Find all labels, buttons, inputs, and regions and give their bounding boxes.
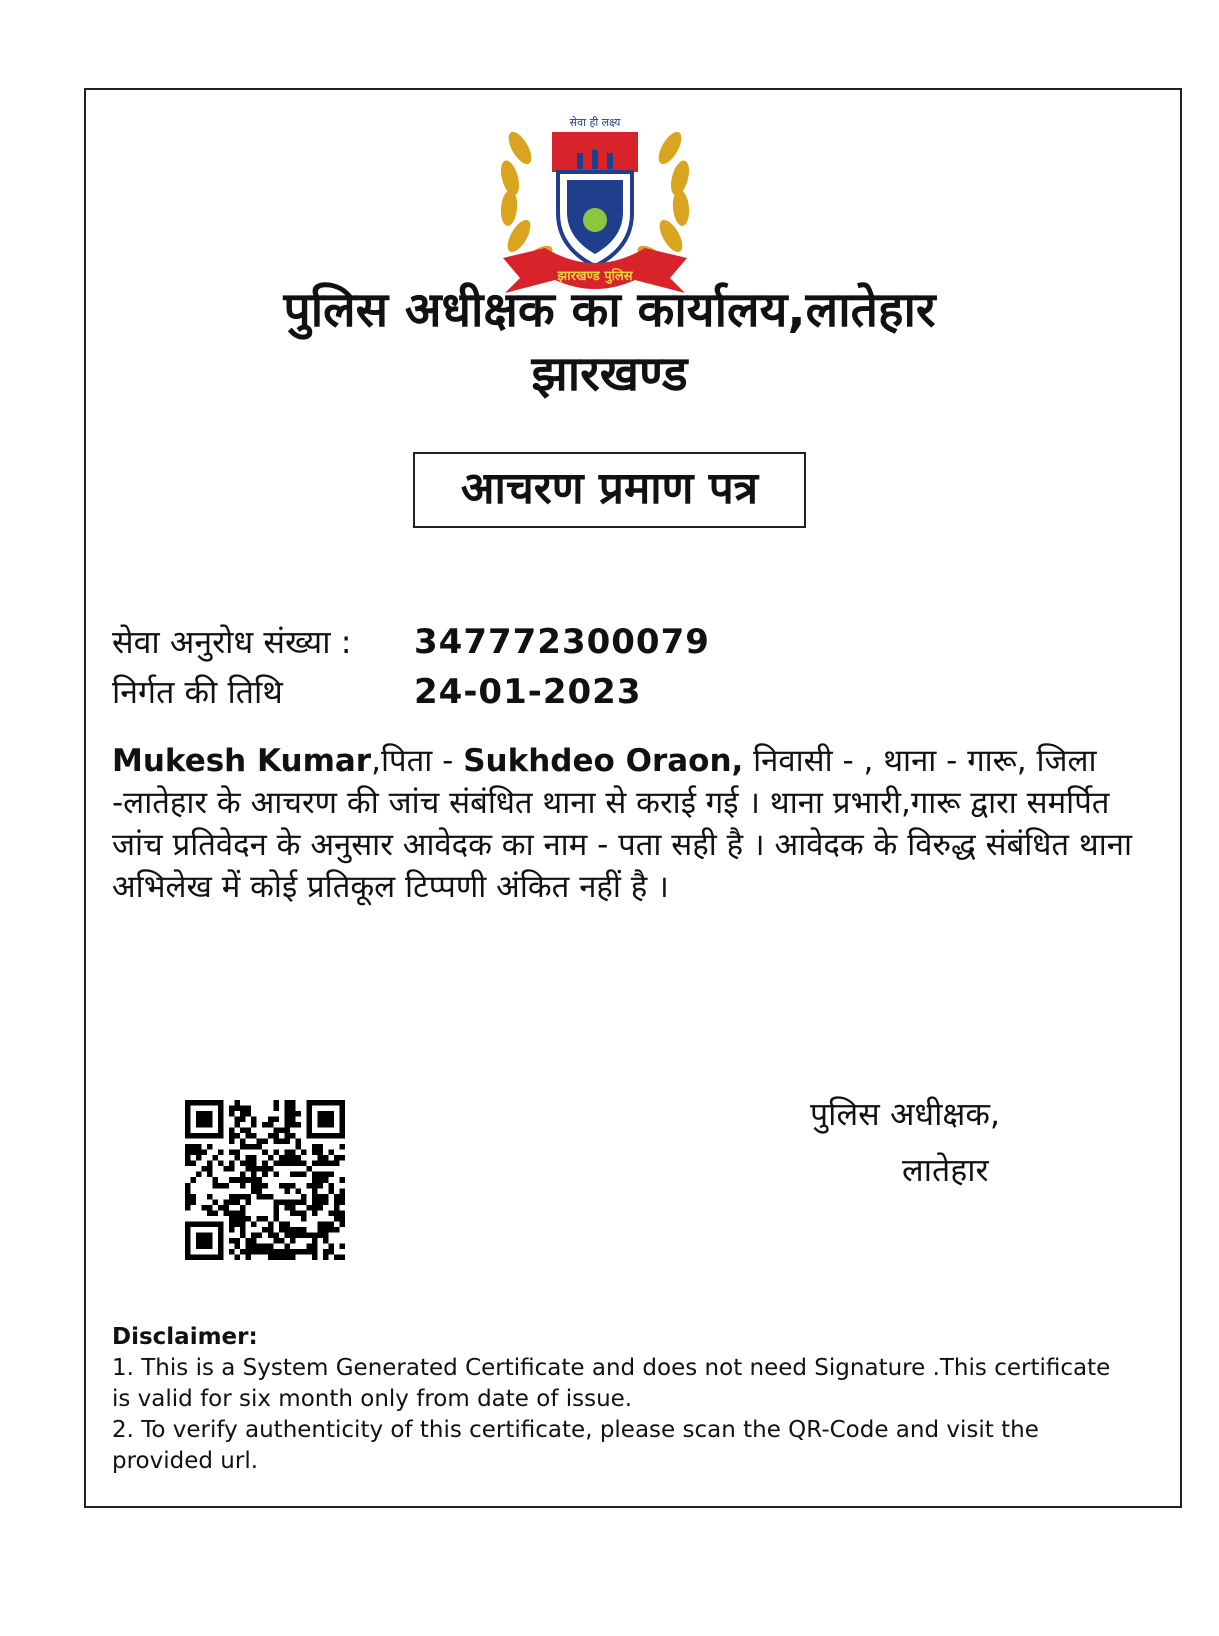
father-name: Sukhdeo Oraon,: [463, 743, 744, 779]
emblem-motto: सेवा ही लक्ष्य: [569, 116, 621, 129]
office-title: पुलिस अधीक्षक का कार्यालय,लातेहार: [283, 282, 936, 338]
certificate-body: [112, 740, 1142, 908]
applicant-name: Mukesh Kumar: [112, 743, 372, 779]
signatory-place: लातेहार: [902, 1151, 989, 1189]
signatory-title: पुलिस अधीक्षक,: [810, 1095, 1001, 1133]
request-number-label: सेवा अनुरोध संख्या :: [112, 623, 352, 661]
issue-date-value: 24-01-2023: [414, 672, 642, 712]
issue-date-label: निर्गत की तिथि: [112, 673, 283, 711]
disclaimer-item-2: 2. To verify authenticity of this certificate, please scan the QR-Code and visit the provided url.: [112, 1417, 1039, 1474]
request-number-row: [112, 620, 710, 664]
request-number-value: 347772300079: [414, 622, 710, 662]
certificate-title: आचरण प्रमाण पत्र: [413, 452, 806, 528]
emblem-ribbon-text: झारखण्ड पुलिस: [557, 269, 633, 284]
issue-date-row: [112, 670, 642, 714]
disclaimer-item-1: 1. This is a System Generated Certificate and does not need Signature .This certificate is valid for six month only from date of issue.: [112, 1355, 1111, 1412]
jharkhand-police-emblem-icon: [485, 108, 705, 298]
disclaimer: [112, 1322, 1112, 1477]
body-statement: निवासी - , थाना - गारू, जिला -लातेहार के आचरण की जांच संबंधित थाना से कराई गई । थाना प्रभारी,गारू द्वारा समर्पित जांच प्रतिवेदन के अनुसार आवेदक का नाम - पता सही है । आवेदक के विरुद्ध संबंधित थाना अभिलेख में कोई प्रतिकूल टिप्पणी अंकित नहीं है ।: [112, 743, 1132, 905]
qr-code-icon[interactable]: [185, 1100, 345, 1260]
disclaimer-heading: Disclaimer:: [112, 1324, 258, 1350]
state-title: झारखण्ड: [531, 346, 688, 402]
father-label: ,पिता -: [371, 743, 464, 779]
